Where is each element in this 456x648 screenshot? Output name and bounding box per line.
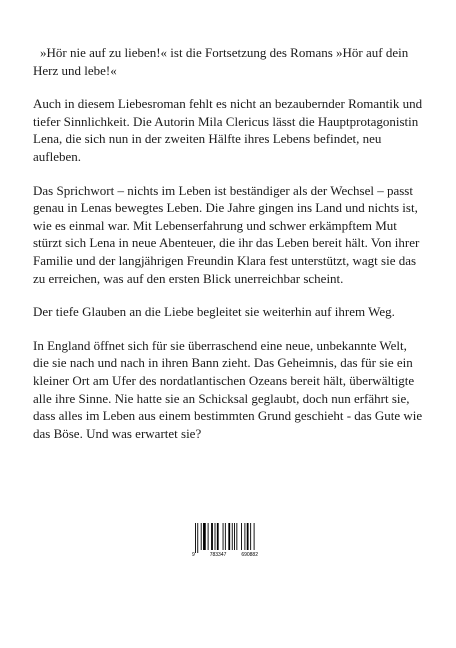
- paragraph-romance: Auch in diesem Liebesroman fehlt es nicht an bezaubernder Romantik und tiefer Sinnlichkeit. Die Autorin Mila Clericus lässt die Hauptprotagonistin Lena, die sich nun in der zweiten Hälfte ihres Lebens befindet, neu aufleben.: [33, 96, 423, 164]
- paragraph-faith: Der tiefe Glauben an die Liebe begleitet sie weiterhin auf ihrem Weg.: [33, 304, 395, 320]
- barcode-bars: [192, 523, 258, 553]
- barcode-lead-digit: 9: [192, 552, 195, 558]
- paragraph-proverb: Das Sprichwort – nichts im Leben ist beständiger als der Wechsel – passt genau in Lenas bewegtes Leben. Die Jahre gingen ins Land und nichts ist, wie es einmal war. Mit Lebenserfahrung und schwer erkämpftem Mut stürzt sich Lena in neue Abenteuer, die ihr das Leben bereit hält. Von ihrer Familie und der langjährigen Freundin Klara fest unterstützt, wagt sie das zu erreichen, was auf den ersten Blick unerreichbar scheint.: [33, 182, 420, 286]
- back-cover-text: [33, 44, 425, 458]
- barcode-left-group: 783347: [209, 552, 227, 558]
- isbn-barcode: [192, 523, 258, 561]
- barcode-digits: [192, 552, 258, 558]
- paragraph-england: In England öffnet sich für sie überraschend eine neue, unbekannte Welt, die sie nach und nach in ihren Bann zieht. Das Geheimnis, das für sie ein kleiner Ort am Ufer des nordatlantischen Ozeans bereit hält, überwältigte alle ihre Sinne. Nie hatte sie an Schicksal geglaubt, doch nun erfährt sie, dass alles im Leben aus einem bestimmten Grund geschieht - das Gute wie das Böse. Und was erwartet sie?: [33, 337, 423, 441]
- paragraph-intro: »Hör nie auf zu lieben!« ist die Fortsetzung des Romans »Hör auf dein Herz und lebe!«: [33, 45, 409, 78]
- barcode-right-group: 690882: [241, 552, 258, 558]
